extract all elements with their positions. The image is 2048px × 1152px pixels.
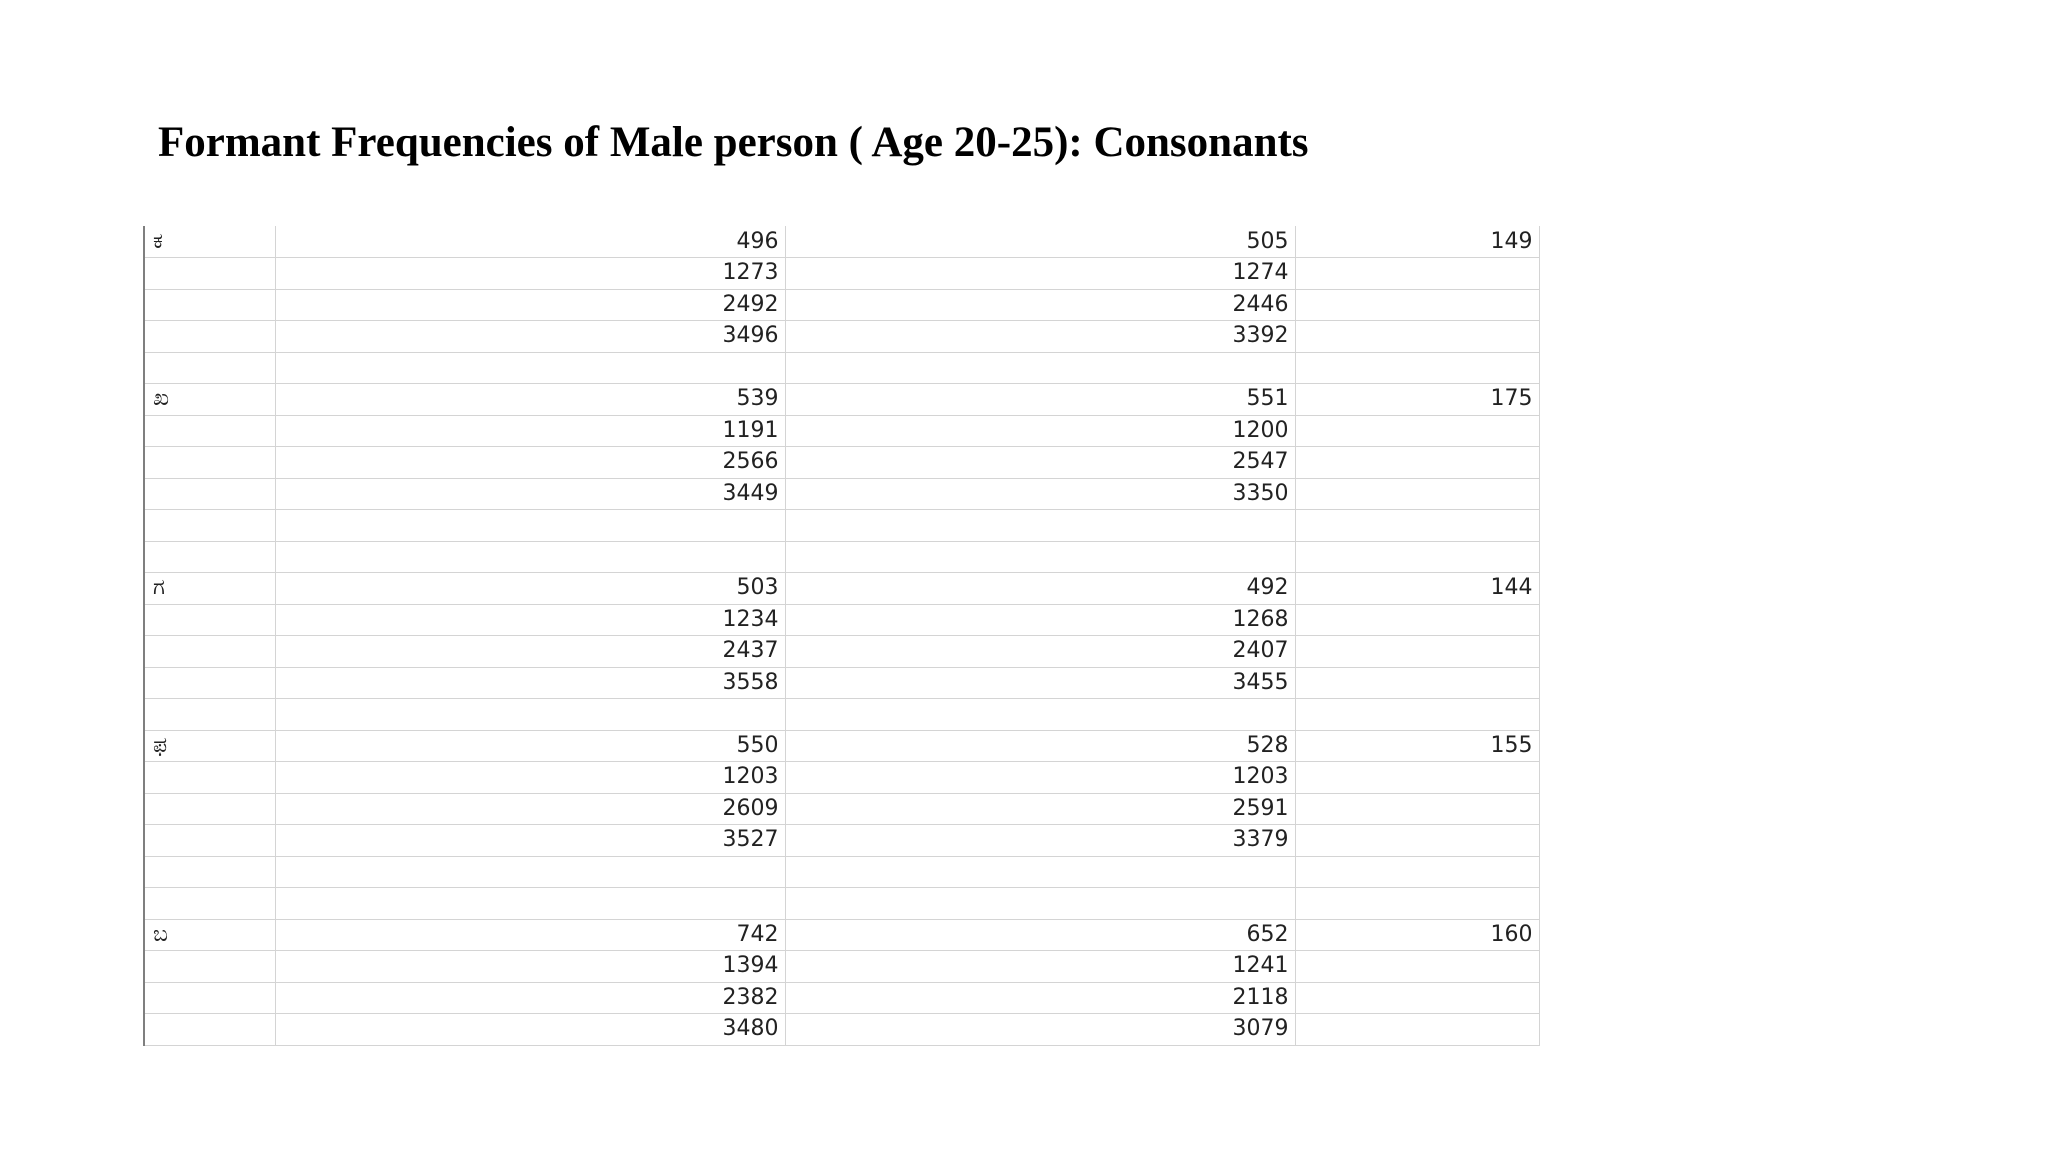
table-row	[144, 793, 1539, 825]
formant-cell: 3392	[785, 321, 1295, 353]
value-cell: 155	[1295, 730, 1539, 762]
formant-cell: 3379	[785, 825, 1295, 857]
formant-cell: 742	[275, 919, 785, 951]
table-row	[144, 384, 1539, 416]
consonant-cell	[144, 982, 275, 1014]
formant-cell	[275, 510, 785, 542]
formant-cell: 2609	[275, 793, 785, 825]
formant-cell: 528	[785, 730, 1295, 762]
table-row	[144, 762, 1539, 794]
formant-cell: 2492	[275, 289, 785, 321]
formant-cell: 2437	[275, 636, 785, 668]
consonant-cell	[144, 478, 275, 510]
formant-cell: 505	[785, 226, 1295, 258]
table-row	[144, 541, 1539, 573]
consonant-cell	[144, 1014, 275, 1046]
consonant-cell	[144, 793, 275, 825]
table-row	[144, 951, 1539, 983]
formant-cell: 2446	[785, 289, 1295, 321]
formant-cell: 2382	[275, 982, 785, 1014]
value-cell: 149	[1295, 226, 1539, 258]
formant-cell	[275, 541, 785, 573]
table-row	[144, 510, 1539, 542]
table-row	[144, 699, 1539, 731]
formant-cell	[785, 510, 1295, 542]
formant-cell: 3449	[275, 478, 785, 510]
formant-cell	[785, 352, 1295, 384]
value-cell	[1295, 258, 1539, 290]
value-cell	[1295, 510, 1539, 542]
consonant-cell: ಫ	[144, 730, 275, 762]
formant-cell: 1268	[785, 604, 1295, 636]
consonant-cell	[144, 447, 275, 479]
value-cell	[1295, 1014, 1539, 1046]
formant-cell: 2566	[275, 447, 785, 479]
value-cell	[1295, 478, 1539, 510]
table-row	[144, 1014, 1539, 1046]
value-cell: 175	[1295, 384, 1539, 416]
consonant-cell	[144, 699, 275, 731]
page-title: Formant Frequencies of Male person ( Age 20-25): Consonants	[158, 119, 1309, 166]
table-row	[144, 919, 1539, 951]
table-row	[144, 352, 1539, 384]
value-cell	[1295, 352, 1539, 384]
formant-cell: 539	[275, 384, 785, 416]
formant-cell	[275, 699, 785, 731]
value-cell	[1295, 636, 1539, 668]
formant-cell: 503	[275, 573, 785, 605]
formant-cell: 2591	[785, 793, 1295, 825]
consonant-cell	[144, 352, 275, 384]
table-row	[144, 730, 1539, 762]
value-cell	[1295, 604, 1539, 636]
table-body	[144, 226, 1539, 1045]
consonant-cell	[144, 541, 275, 573]
table-row	[144, 478, 1539, 510]
value-cell	[1295, 699, 1539, 731]
formant-cell: 3350	[785, 478, 1295, 510]
consonant-cell: ಖ	[144, 384, 275, 416]
value-cell	[1295, 793, 1539, 825]
consonant-cell	[144, 856, 275, 888]
formant-cell: 1203	[785, 762, 1295, 794]
value-cell	[1295, 951, 1539, 983]
value-cell	[1295, 888, 1539, 920]
formant-cell: 1200	[785, 415, 1295, 447]
table-row	[144, 825, 1539, 857]
value-cell	[1295, 856, 1539, 888]
formant-cell: 551	[785, 384, 1295, 416]
consonant-cell	[144, 604, 275, 636]
formant-cell: 3455	[785, 667, 1295, 699]
value-cell	[1295, 762, 1539, 794]
formant-cell: 3079	[785, 1014, 1295, 1046]
formant-table	[143, 226, 1540, 1046]
value-cell	[1295, 667, 1539, 699]
consonant-cell	[144, 636, 275, 668]
formant-cell: 3496	[275, 321, 785, 353]
table-row	[144, 258, 1539, 290]
formant-cell: 2118	[785, 982, 1295, 1014]
consonant-cell	[144, 289, 275, 321]
formant-cell	[785, 856, 1295, 888]
formant-cell: 1274	[785, 258, 1295, 290]
formant-cell	[275, 352, 785, 384]
formant-cell: 1234	[275, 604, 785, 636]
formant-cell: 1273	[275, 258, 785, 290]
consonant-cell	[144, 825, 275, 857]
formant-cell: 652	[785, 919, 1295, 951]
formant-cell: 550	[275, 730, 785, 762]
table-row	[144, 982, 1539, 1014]
value-cell	[1295, 415, 1539, 447]
formant-cell	[275, 888, 785, 920]
value-cell	[1295, 825, 1539, 857]
formant-cell: 2547	[785, 447, 1295, 479]
consonant-cell	[144, 321, 275, 353]
formant-cell: 1191	[275, 415, 785, 447]
table-row	[144, 321, 1539, 353]
table-row	[144, 573, 1539, 605]
formant-cell	[785, 541, 1295, 573]
table-row	[144, 226, 1539, 258]
value-cell: 160	[1295, 919, 1539, 951]
formant-cell: 1203	[275, 762, 785, 794]
consonant-cell	[144, 510, 275, 542]
table-row	[144, 447, 1539, 479]
formant-cell: 496	[275, 226, 785, 258]
value-cell	[1295, 289, 1539, 321]
consonant-cell: ಕ	[144, 226, 275, 258]
formant-cell: 1394	[275, 951, 785, 983]
consonant-cell: ಗ	[144, 573, 275, 605]
table-row	[144, 415, 1539, 447]
table-row	[144, 667, 1539, 699]
formant-cell	[785, 699, 1295, 731]
consonant-cell	[144, 667, 275, 699]
value-cell: 144	[1295, 573, 1539, 605]
value-cell	[1295, 447, 1539, 479]
formant-cell: 1241	[785, 951, 1295, 983]
formant-cell: 3558	[275, 667, 785, 699]
consonant-cell	[144, 762, 275, 794]
table-row	[144, 888, 1539, 920]
table-row	[144, 636, 1539, 668]
formant-cell	[785, 888, 1295, 920]
consonant-cell	[144, 888, 275, 920]
table-row	[144, 604, 1539, 636]
value-cell	[1295, 541, 1539, 573]
table-row	[144, 856, 1539, 888]
formant-cell: 3527	[275, 825, 785, 857]
value-cell	[1295, 321, 1539, 353]
consonant-cell	[144, 415, 275, 447]
formant-cell: 2407	[785, 636, 1295, 668]
consonant-cell	[144, 258, 275, 290]
formant-cell: 492	[785, 573, 1295, 605]
value-cell	[1295, 982, 1539, 1014]
consonant-cell	[144, 951, 275, 983]
formant-cell	[275, 856, 785, 888]
table-row	[144, 289, 1539, 321]
consonant-cell: ಬ	[144, 919, 275, 951]
formant-cell: 3480	[275, 1014, 785, 1046]
